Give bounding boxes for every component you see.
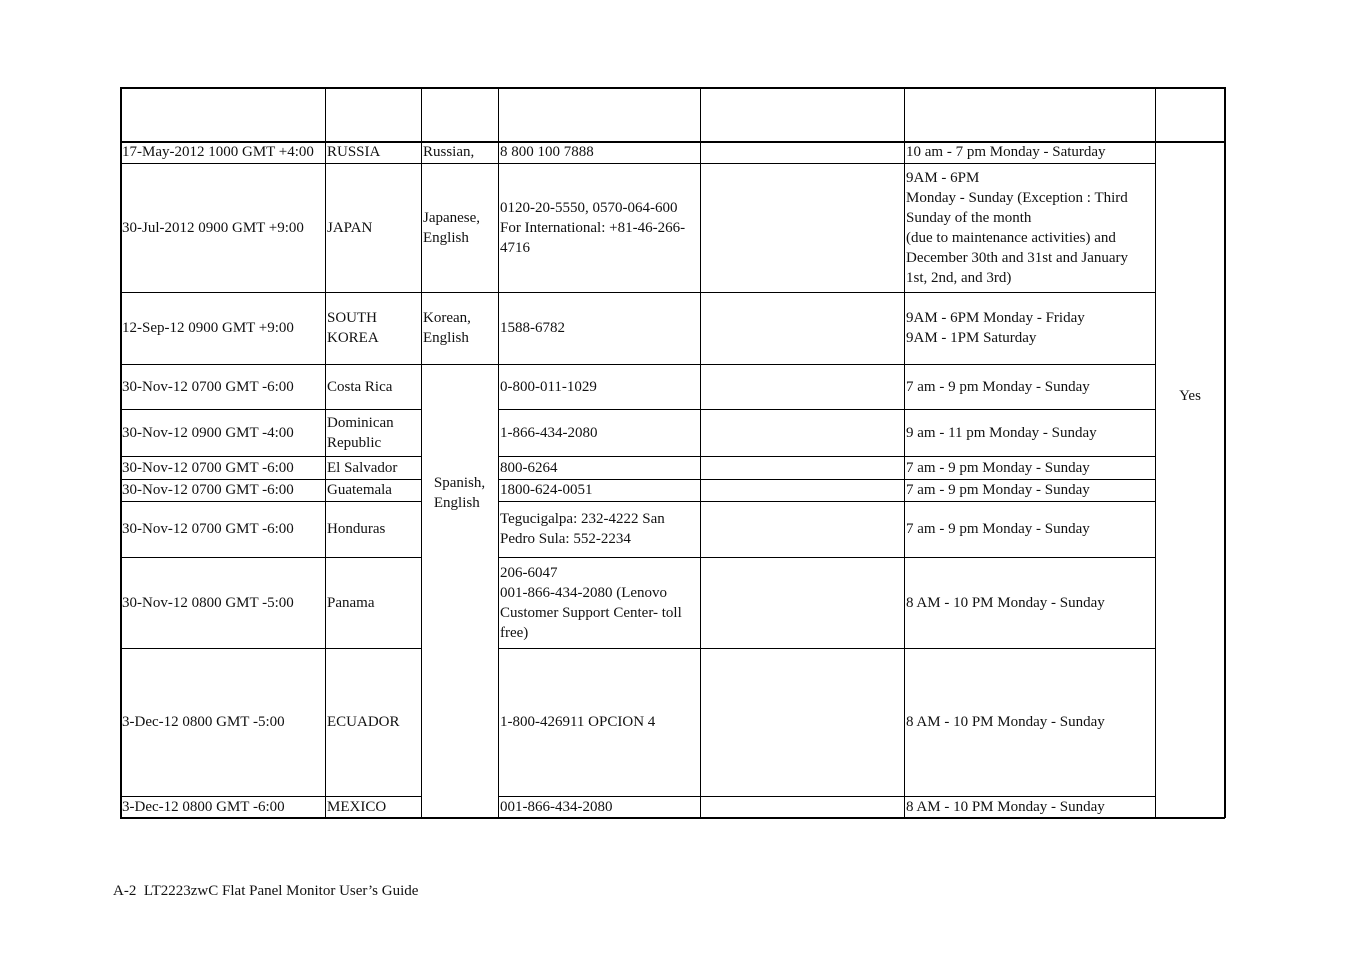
row-hours: 8 AM - 10 PM Monday - Sunday xyxy=(906,594,1105,611)
row-country: Guatemala xyxy=(327,482,392,498)
row-hours: 9 am - 11 pm Monday - Sunday xyxy=(906,424,1097,441)
row-date: 30-Jul-2012 0900 GMT +9:00 xyxy=(122,219,304,236)
row-phone: 8 800 100 7888 xyxy=(500,144,594,160)
row-country: JAPAN xyxy=(327,219,373,236)
row-hours: 7 am - 9 pm Monday - Sunday xyxy=(906,459,1090,476)
guide-title: LT2223zwC Flat Panel Monitor User’s Guide xyxy=(143,883,419,899)
page-number: A-2 xyxy=(113,883,137,899)
row-phone: 1-800-426911 OPCION 4 xyxy=(500,714,656,730)
row-hours: 9AM - 6PM Monday - Friday 9AM - 1PM Saturday xyxy=(906,310,1085,346)
row-phone: 206-6047 001-866-434-2080 (Lenovo Customer Support Center- toll free) xyxy=(500,564,682,641)
row-country: RUSSIA xyxy=(327,144,381,160)
row-hours: 7 am - 9 pm Monday - Sunday xyxy=(906,521,1090,537)
row-language: Japanese, English xyxy=(423,209,481,246)
row-phone: 001-866-434-2080 xyxy=(500,799,613,815)
row-country: ECUADOR xyxy=(327,714,400,730)
table-border-top xyxy=(120,87,1225,89)
row-date: 30-Nov-12 0700 GMT -6:00 xyxy=(122,521,294,537)
row-language: Russian, xyxy=(423,144,475,160)
row-hours: 7 am - 9 pm Monday - Sunday xyxy=(906,378,1090,395)
row-phone: 0-800-011-1029 xyxy=(500,378,597,395)
row-hours: 10 am - 7 pm Monday - Saturday xyxy=(906,144,1106,160)
row-phone: Tegucigalpa: 232-4222 San Pedro Sula: 552-2234 xyxy=(500,511,665,547)
column-divider xyxy=(700,87,701,818)
row-phone: 1800-624-0051 xyxy=(500,482,593,498)
row-date: 30-Nov-12 0700 GMT -6:00 xyxy=(122,482,294,498)
row-country: Costa Rica xyxy=(327,378,393,395)
row-country: Honduras xyxy=(327,521,386,537)
row-hours: 8 AM - 10 PM Monday - Sunday xyxy=(906,714,1105,730)
merged-flag-cell: Yes xyxy=(1179,387,1201,404)
merged-language-cell: Spanish, English xyxy=(433,475,486,511)
row-date: 30-Nov-12 0800 GMT -5:00 xyxy=(122,594,294,611)
row-phone: 0120-20-5550, 0570-064-600 For International: +81-46-266- 4716 xyxy=(500,199,686,256)
row-hours: 9AM - 6PM Monday - Sunday (Exception : Third Sunday of the month (due to maintenance activities) and December 30th and 31st and January 1st, 2nd, and 3rd) xyxy=(906,169,1129,286)
row-phone: 800-6264 xyxy=(500,459,558,476)
row-phone: 1-866-434-2080 xyxy=(500,424,598,441)
row-date: 30-Nov-12 0700 GMT -6:00 xyxy=(122,459,294,476)
row-date: 12-Sep-12 0900 GMT +9:00 xyxy=(122,320,294,336)
row-country: Dominican Republic xyxy=(327,414,394,451)
row-hours: 8 AM - 10 PM Monday - Sunday xyxy=(906,799,1105,815)
row-date: 30-Nov-12 0700 GMT -6:00 xyxy=(122,378,294,395)
row-language: Korean, English xyxy=(423,310,471,346)
row-date: 17-May-2012 1000 GMT +4:00 xyxy=(122,144,314,160)
row-date: 30-Nov-12 0900 GMT -4:00 xyxy=(122,424,294,441)
row-date: 3-Dec-12 0800 GMT -6:00 xyxy=(122,799,285,815)
row-country: Panama xyxy=(327,594,375,611)
row-country: MEXICO xyxy=(327,799,387,815)
row-country: SOUTH KOREA xyxy=(327,310,379,346)
row-date: 3-Dec-12 0800 GMT -5:00 xyxy=(122,714,285,730)
page-footer xyxy=(113,881,418,901)
row-phone: 1588-6782 xyxy=(500,320,565,336)
row-country: El Salvador xyxy=(327,459,398,476)
row-hours: 7 am - 9 pm Monday - Sunday xyxy=(906,482,1090,498)
